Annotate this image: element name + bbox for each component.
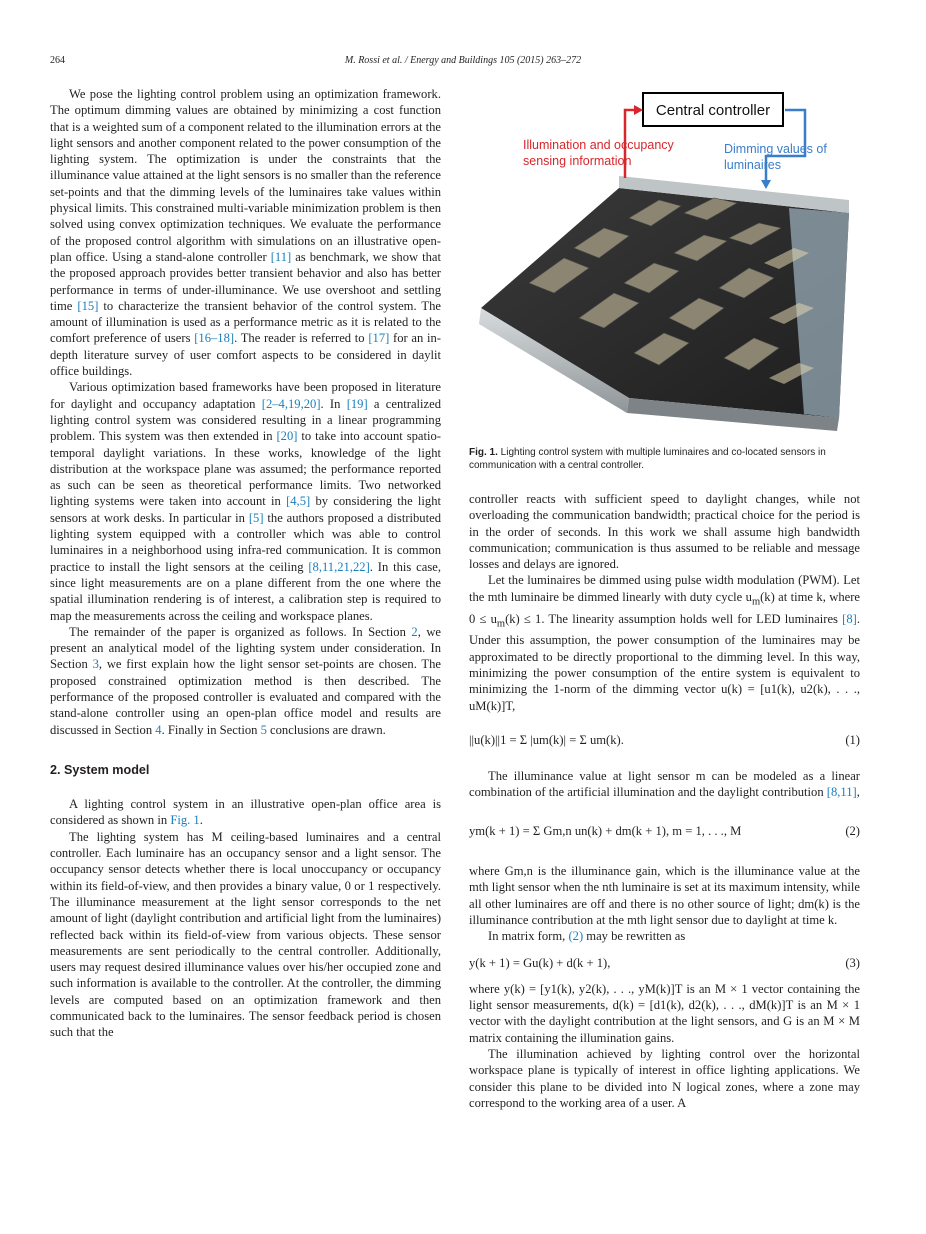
paragraph-gain-definition: where Gm,n is the illuminance gain, which is the illuminance value at the mth light sensor when the nth luminaire is set at its maximum intensity, while all other luminaires are off and there is no other source of light; dm(k) is the illuminance contribution at the mth light sensor due to daylight at time k. — [469, 864, 860, 927]
dimming-arrowhead — [761, 180, 771, 189]
section-heading: 2. System model — [50, 762, 150, 777]
citation-link[interactable]: [5] — [248, 510, 264, 525]
citation-link[interactable]: [15] — [77, 298, 99, 313]
citation-link[interactable]: [17] — [368, 331, 390, 346]
dimming-label-line2: luminaires — [724, 158, 781, 172]
figure-caption — [469, 446, 860, 472]
section-link[interactable]: 5 — [260, 722, 267, 737]
paragraph-dimming: Let the luminaires be dimmed using pulse width modulation (PWM). Let the mth luminaire be dimmed linearly with duty cycle $u_m(k)$ at time k, where $0 \le u_m(k) \le 1$. The linearity assumption holds well for LED luminaires [8]. Under this assumption, the power consumption of the luminaires may be approximated to be directly proportional to the dimming level. In this way, minimizing the power consumption of the entire system is equivalent to minimizing the 1-norm of the dimming vector u(k) = [u1(k), u2(k), . . ., uM(k)]T, — [469, 573, 860, 713]
dimming-label-line1: Dimming values of — [724, 142, 827, 156]
paragraph-matrix-form: In matrix form, (2) may be rewritten as — [488, 929, 686, 944]
figure-link[interactable]: Fig. 1 — [170, 813, 200, 828]
right-column — [469, 491, 860, 1111]
central-controller-label: Central controller — [655, 102, 771, 119]
equation-number: (2) — [845, 823, 860, 838]
equation-link[interactable]: (2) — [568, 929, 584, 944]
paragraph-feedback: controller reacts with sufficient speed to daylight changes, while not overloading the communication bandwidth; practical choice for the period is in the order of seconds. In this work we shall assume high bandwidth communication; communication is thus assumed to be reliable and message losses and delays are ignored. — [469, 492, 860, 572]
caption-label: Fig. 1. — [469, 447, 498, 458]
citation-link[interactable]: [8] — [842, 611, 857, 626]
citation-link[interactable]: [8,11] — [826, 785, 857, 800]
paragraph-related-work: Various optimization based frameworks have been proposed in literature for daylight and occupancy adaptation [2–4,19,20]. In [19] a centralized lighting control system was considered resulting in a linear programming problem. This system was then extended in [20] to take into account spatio-temporal daylight variations. In these works, knowledge of the light distribution at the workspace plane was assumed; the performance reported as such can be seen as theoretical performance limits. Two networked lighting systems were taken into account in [4,5] by considering the light sensors at work desks. In particular in [5] the authors proposed a distributed lighting system equipped with a controller which was able to control luminaires in a neighborhood using infra-red communication. It is common practice to install the light sensors at the ceiling [8,11,21,22]. In this case, since light measurements are on a plane different from the one where the spatial illumination rendering is of interest, a calibration step is required to map the measurements across the ceiling and workspace planes. — [50, 380, 442, 623]
paragraph-intro: We pose the lighting control problem using an optimization framework. The optimum dimming values are obtained by minimizing a cost function that is a weighted sum of a component related to the illumination errors at the light sensors and another component related to the power consumption of the lighting system. The optimization is under the constraints that the illuminance value attained at the light sensors is no smaller than the reference set-points and that the dimming levels of the luminaires take values within physical limits. This constrained multi-variable minimization problem is then solved using convex optimization techniques. We evaluate the performance of the proposed control algorithm with simulations on an illustrative open-plan office. Using a stand-alone controller [11] as benchmark, we show that the proposed approach provides better transient behavior and also has better performance in terms of under-illuminance. We use overshoot and settling time [15] to characterize the transient behavior of the control system. The amount of illumination is used as a performance metric as it is related to the comfort preference of users [16–18]. The reader is referred to [17] for an in-depth literature survey of user comfort aspects to be considered in daylit office buildings. — [50, 87, 441, 379]
equation-1: ||u(k)||1 = Σ |um(k)| = Σ um(k). (1) — [469, 732, 860, 747]
equation-3: y(k + 1) = Gu(k) + d(k + 1), (3) — [469, 955, 860, 970]
equation-number: (3) — [845, 955, 860, 970]
citation-link[interactable]: [20] — [276, 429, 298, 444]
citation-link[interactable]: [8,11,21,22] — [308, 559, 370, 574]
sensing-label-line2: sensing information — [523, 154, 632, 168]
paragraph-vector-definitions: where y(k) = [y1(k), y2(k), . . ., yM(k)]T is an M × 1 vector containing the light sensor measurements, d(k) = [d1(k), d2(k), . . ., dM(k)]T is an M × 1 vector with the daylight contribution at the light sensors, and G is an M × M matrix containing the illumination gains. — [469, 981, 860, 1045]
figure-1 — [469, 88, 862, 433]
citation-link[interactable]: [16–18] — [194, 331, 235, 346]
page-number: 264 — [50, 55, 65, 66]
section-link[interactable]: 3 — [92, 657, 99, 672]
paragraph-system-intro: A lighting control system in an illustrative open-plan office area is considered as shown in Fig. 1. — [50, 797, 441, 828]
running-title: M. Rossi et al. / Energy and Buildings 105 (2015) 263–272 — [344, 55, 582, 66]
citation-link[interactable]: [4,5] — [286, 494, 311, 509]
figure-illustration — [469, 88, 862, 433]
sensing-label-line1: Illumination and occupancy — [523, 138, 674, 152]
paragraph-system-description: The lighting system has M ceiling-based luminaires and a central controller. Each luminaire has an occupancy sensor and a light sensor. The occupancy sensor detects whether there is local unoccupancy or occupancy within its field-of-view, and then provides a binary value, 0 or 1 respectively. The illuminance measurement at the light sensor corresponds to the net amount of light (daylight contribution and artificial light from the luminaires) reflected back within its field-of-view from various objects. These sensor measurements are sent periodically to the central controller. Additionally, users may request desired illuminance values over his/her occupied zone and such information is available to the controller. At the controller, the dimming levels are computed based on an optimization framework and then communicated back to the luminaires. The sensor feedback period is chosen such that the — [50, 829, 442, 1040]
equation-2: ym(k + 1) = Σ Gm,n un(k) + dm(k + 1), m = 1, . . ., M (2) — [469, 823, 860, 838]
caption-text: Lighting control system with multiple luminaires and co-located sensors in communication with a central controller. — [469, 447, 826, 471]
citation-link[interactable]: [11] — [270, 249, 292, 264]
equation-number: (1) — [845, 732, 860, 747]
sensing-arrowhead — [634, 105, 643, 115]
section-link[interactable]: 4 — [155, 722, 162, 737]
paragraph-workspace-zones: The illumination achieved by lighting control over the horizontal workspace plane is typically of interest in office lighting applications. We consider this plane to be divided into N logical zones, where a zone may correspond to the working area of a user. A — [469, 1047, 860, 1110]
citation-link[interactable]: [2–4,19,20] — [261, 396, 321, 411]
paragraph-illuminance-model: The illuminance value at light sensor m can be modeled as a linear combination of the artificial illumination and the daylight contribution [8,11], — [469, 769, 860, 800]
paragraph-outline: The remainder of the paper is organized as follows. In Section 2, we present an analytical model of the lighting system under consideration. In Section 3, we first explain how the light sensor set-points are chosen. The proposed constrained optimization method is then described. The performance of the proposed controller is evaluated and compared with the stand-alone controller using an open-plan office model and results are discussed in Section 4. Finally in Section 5 conclusions are drawn. — [50, 624, 442, 737]
section-link[interactable]: 2 — [411, 624, 418, 639]
citation-link[interactable]: [19] — [346, 396, 368, 411]
left-column — [50, 86, 441, 1041]
